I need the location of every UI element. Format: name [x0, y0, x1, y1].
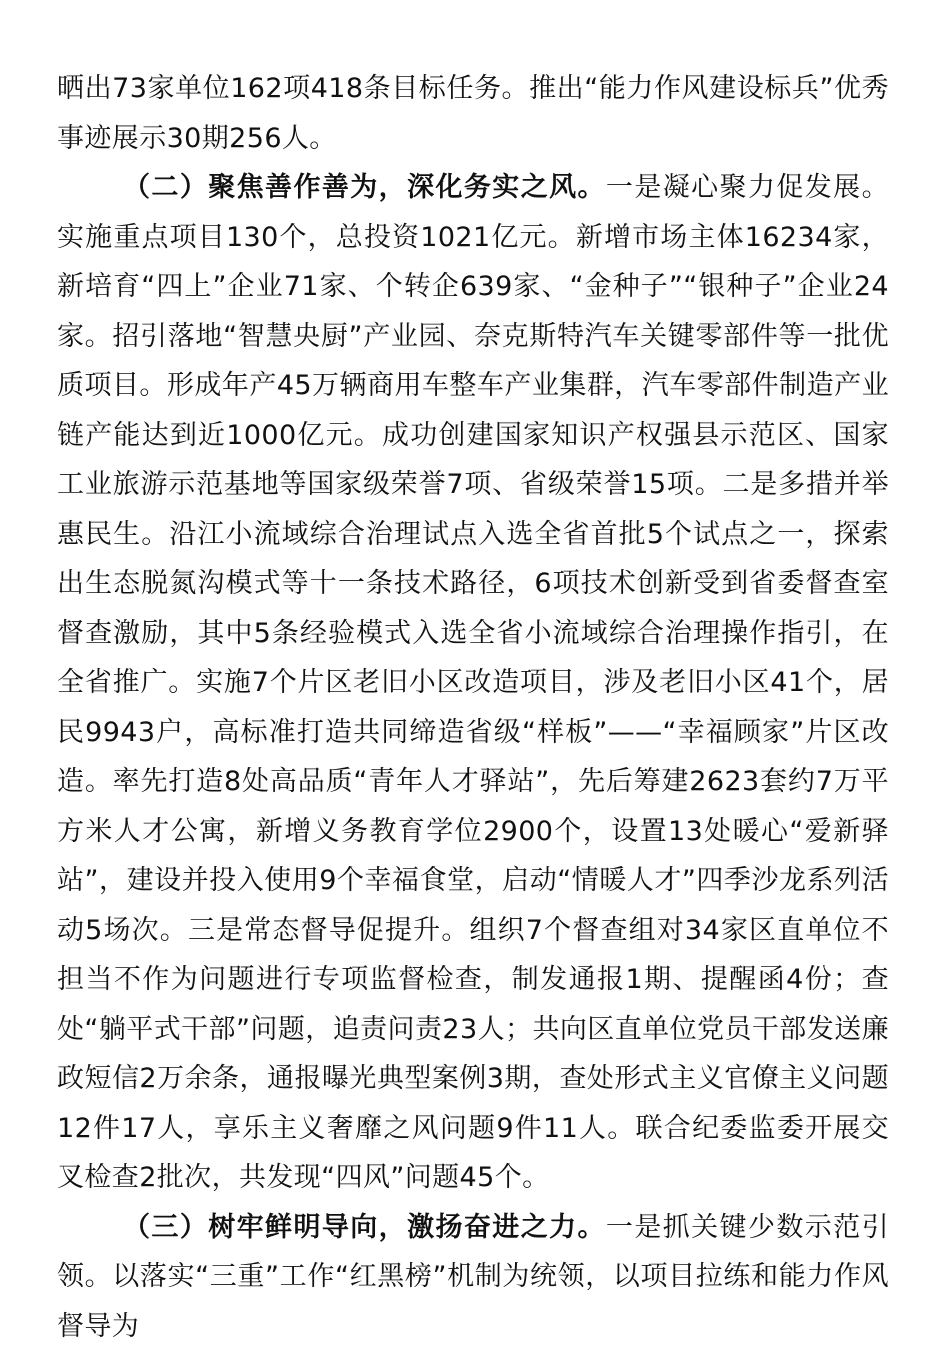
section-heading: （二）聚焦善作善为，深化务实之风。 [123, 172, 606, 203]
paragraph-continuation [57, 64, 889, 163]
paragraph-section-three [57, 1203, 889, 1351]
paragraph-text: 晒出73家单位162项418条目标任务。推出“能力作风建设标兵”优秀事迹展示30期256人。 [57, 73, 889, 154]
paragraph-text: 一是抓关键少数示范引领。以落实“三重”工作“红黑榜”机制为统领，以项目拉练和能力作风督导为 [57, 1212, 889, 1342]
document-body [57, 64, 889, 1351]
paragraph-section-two [57, 163, 889, 1203]
paragraph-text: 一是凝心聚力促发展。实施重点项目130个，总投资1021亿元。新增市场主体16234家，新培育“四上”企业71家、个转企639家、“金种子”“银种子”企业24家。招引落地“智慧央厨”产业园、奈克斯特汽车关键零部件等一批优质项目。形成年产45万辆商用车整车产业集群，汽车零部件制造产业链产能达到近1000亿元。成功创建国家知识产权强县示范区、国家工业旅游示范基地等国家级荣誉7项、省级荣誉15项。二是多措并举惠民生。沿江小流域综合治理试点入选全省首批5个试点之一，探索出生态脱氮沟模式等十一条技术路径，6项技术创新受到省委督查室督查激励，其中5条经验模式入选全省小流域综合治理操作指引，在全省推广。实施7个片区老旧小区改造项目，涉及老旧小区41个，居民9943户，高标准打造共同缔造省级“样板”——“幸福顾家”片区改造。率先打造8处高品质“青年人才驿站”，先后筹建2623套约7万平方米人才公寓，新增义务教育学位2900个，设置13处暖心“爱新驿站”，建设并投入使用9个幸福食堂，启动“情暖人才”四季沙龙系列活动5场次。三是常态督导促提升。组织7个督查组对34家区直单位不担当不作为问题进行专项监督检查，制发通报1期、提醒函4份；查处“躺平式干部”问题，追责问责23人；共向区直单位党员干部发送廉政短信2万余条，通报曝光典型案例3期，查处形式主义官僚主义问题12件17人，享乐主义奢靡之风问题9件11人。联合纪委监委开展交叉检查2批次，共发现“四风”问题45个。 [57, 172, 889, 1193]
section-heading: （三）树牢鲜明导向，激扬奋进之力。 [123, 1212, 606, 1243]
